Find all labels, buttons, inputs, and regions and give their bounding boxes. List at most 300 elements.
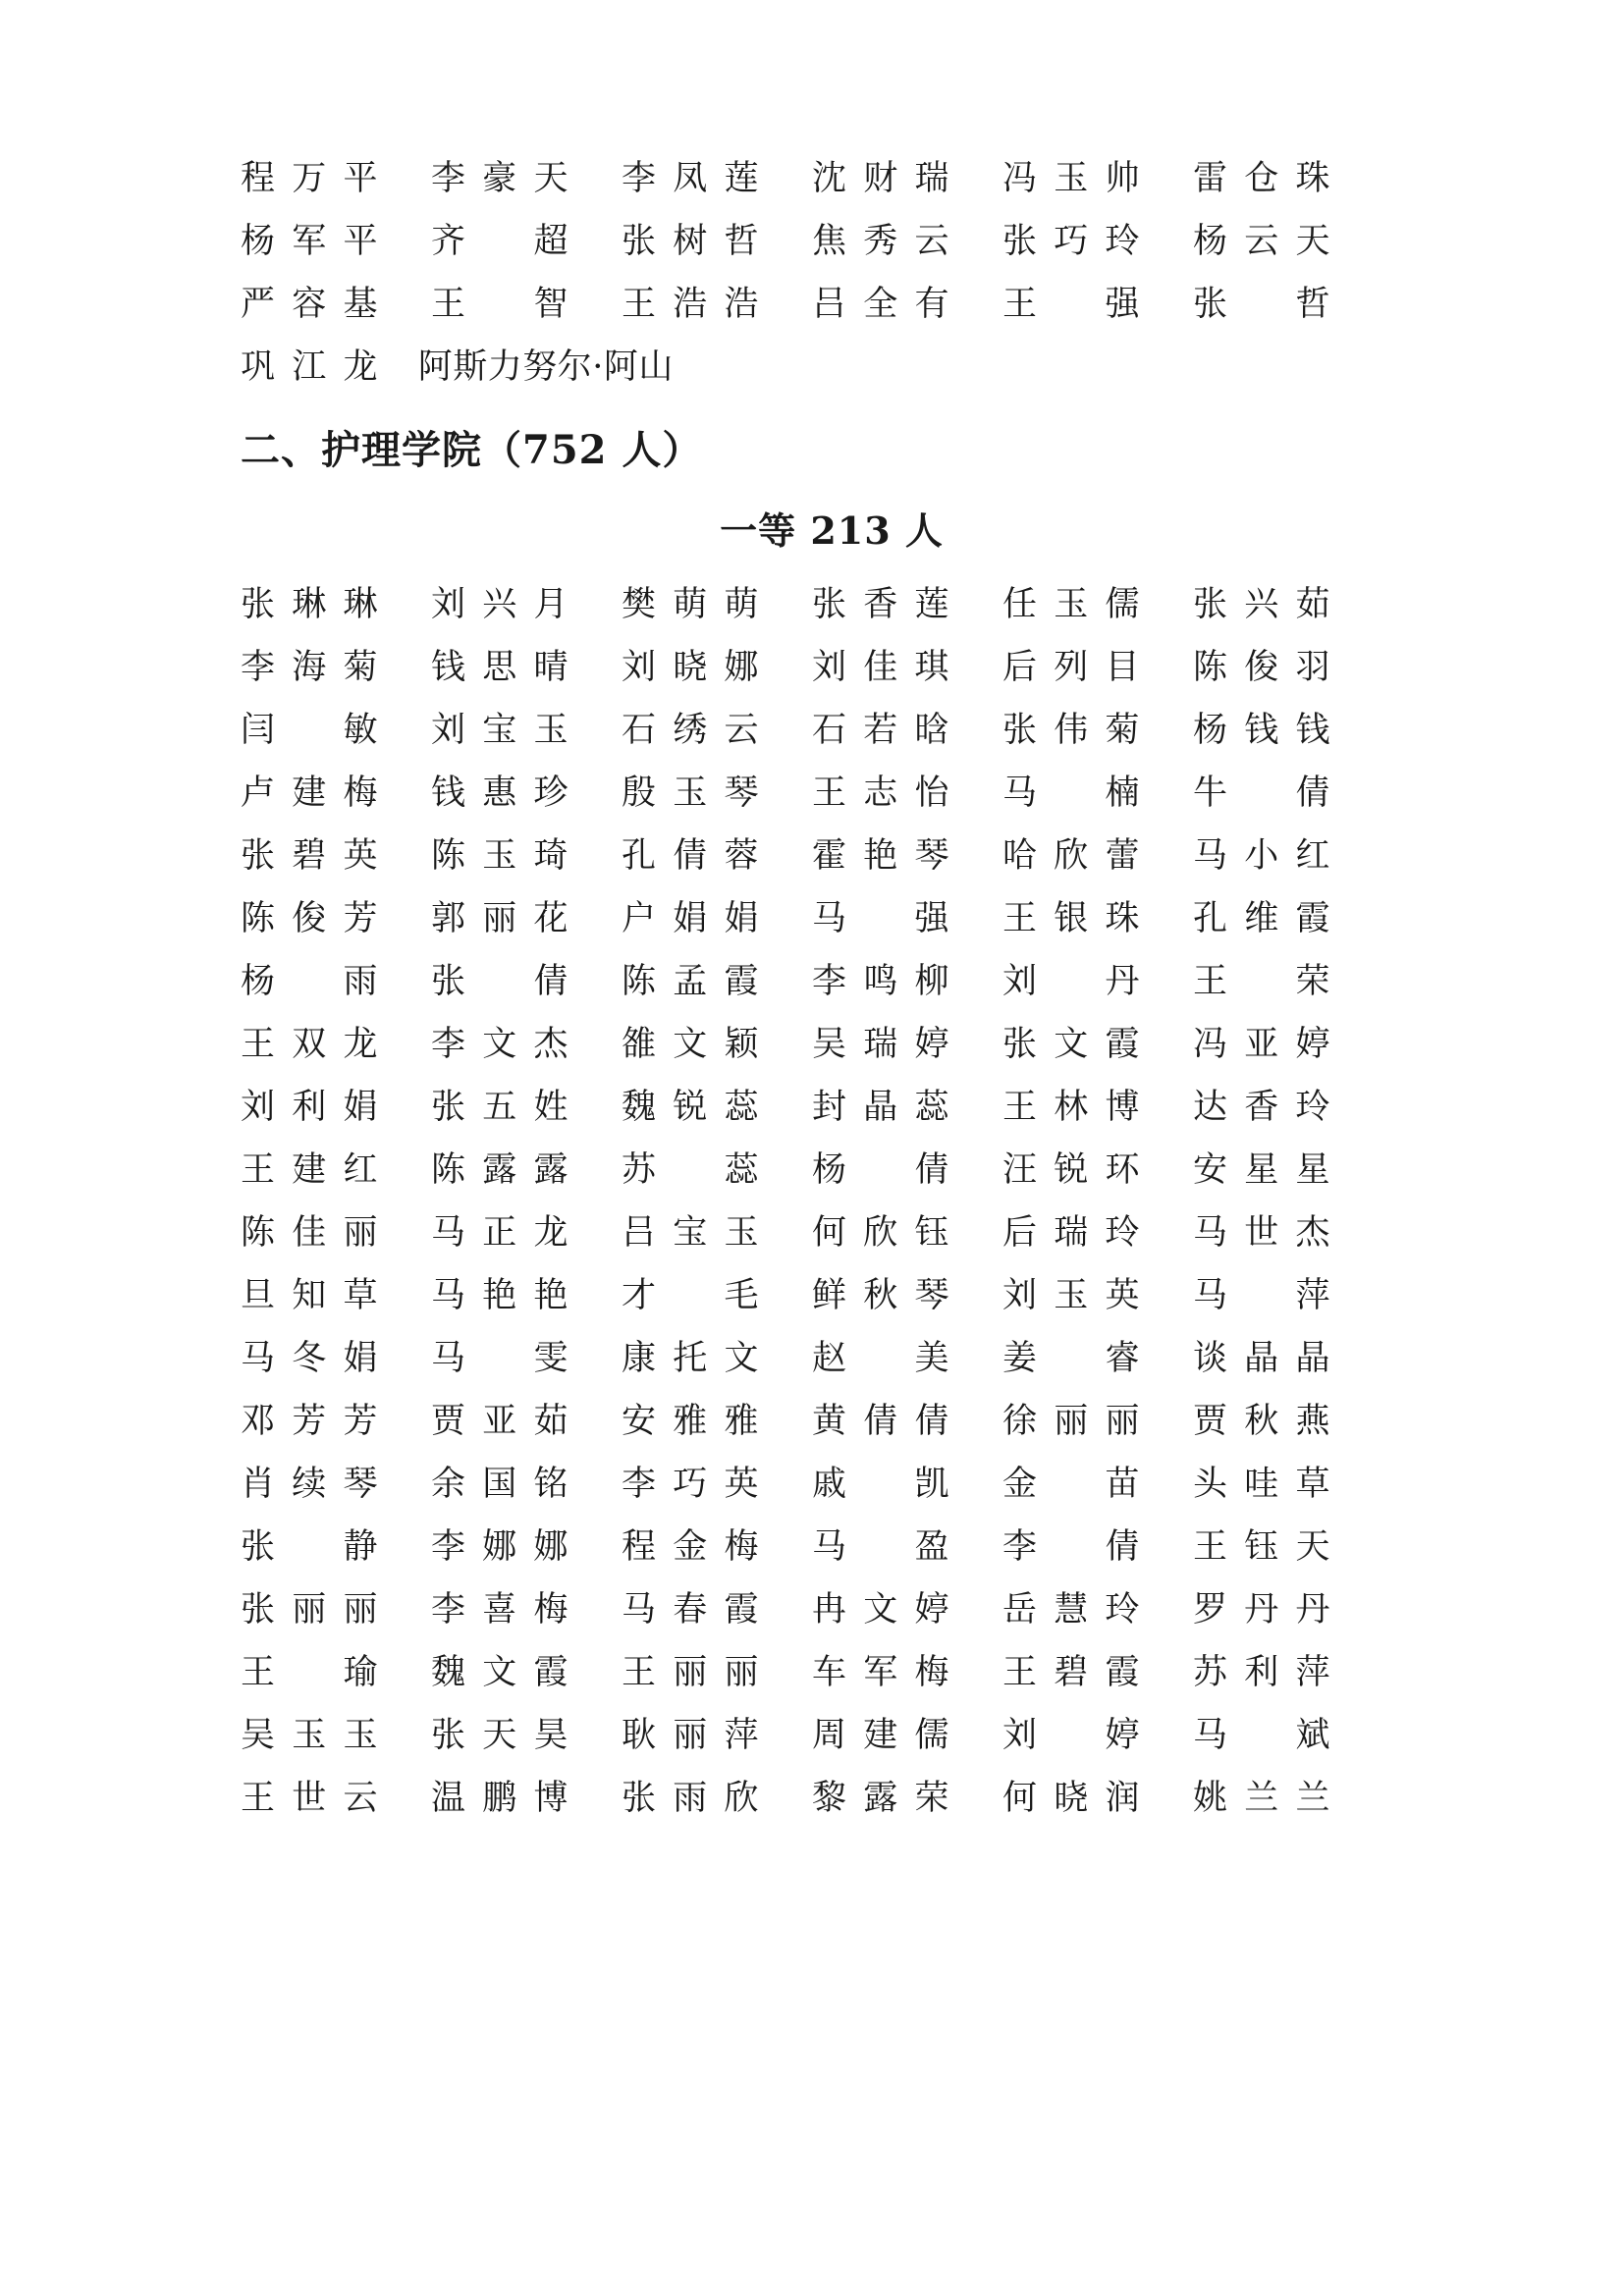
student-name: 杨 雨 [241,962,378,1001]
name-cell [1193,1076,1383,1139]
name-cell [431,1013,622,1076]
student-name: 王 荣 [1193,962,1330,1001]
student-name: 张香莲 [812,585,949,624]
name-row [241,1704,1383,1767]
student-name: 王碧霞 [1002,1653,1140,1692]
student-name: 刘兴月 [431,585,568,624]
student-name: 张兴茹 [1193,585,1330,624]
student-name: 何晓润 [1002,1779,1140,1818]
name-cell [622,762,812,825]
student-name: 樊萌萌 [622,585,759,624]
name-cell [1193,887,1383,950]
student-name: 石若晗 [812,711,949,750]
name-row [241,210,1383,273]
name-cell [418,336,674,399]
name-cell [812,1641,1002,1704]
name-cell [622,887,812,950]
name-cell [812,1201,1002,1264]
student-name: 石绣云 [622,711,759,750]
student-name: 马 雯 [431,1339,568,1378]
name-cell [812,1390,1002,1453]
name-row [241,1264,1383,1327]
name-cell [622,1139,812,1201]
name-cell [812,950,1002,1013]
name-row [241,1139,1383,1201]
student-name: 严容基 [241,285,378,324]
name-cell [622,1390,812,1453]
student-name: 陈露露 [431,1150,568,1190]
name-cell [812,1453,1002,1516]
student-name: 冉文婷 [812,1590,949,1629]
student-name: 戚 凯 [812,1465,949,1504]
name-cell [431,1767,622,1830]
name-row [241,336,1383,399]
student-name: 王 强 [1002,285,1140,324]
name-cell [622,1704,812,1767]
name-cell [241,1453,431,1516]
student-name: 刘 婷 [1002,1716,1140,1755]
name-row [241,1641,1383,1704]
student-name: 孔倩蓉 [622,836,759,876]
student-name: 李巧英 [622,1465,759,1504]
name-cell [241,210,431,273]
student-name: 黄倩倩 [812,1402,949,1441]
student-name: 张 倩 [431,962,568,1001]
name-cell [241,950,431,1013]
name-list-grid [241,573,1383,1830]
student-name: 孔维霞 [1193,899,1330,938]
name-cell [812,887,1002,950]
name-cell [622,1767,812,1830]
name-cell [1002,1390,1193,1453]
name-cell [1193,147,1383,210]
student-name: 安雅雅 [622,1402,759,1441]
student-name: 李鸣柳 [812,962,949,1001]
student-name: 冯玉帅 [1002,159,1140,198]
student-name: 吴瑞婷 [812,1025,949,1064]
student-name: 苏利萍 [1193,1653,1330,1692]
student-name: 牛 倩 [1193,774,1330,813]
student-name: 姜 睿 [1002,1339,1140,1378]
name-cell [812,1516,1002,1578]
name-cell [241,1139,431,1201]
name-cell [674,336,851,399]
student-name: 赵 美 [812,1339,949,1378]
student-name: 余国铭 [431,1465,568,1504]
student-name: 雷仓珠 [1193,159,1330,198]
name-row [241,1390,1383,1453]
student-name: 杨军平 [241,222,378,261]
name-cell [241,573,431,636]
student-name: 魏锐蕊 [622,1088,759,1127]
name-cell [241,1390,431,1453]
student-name: 李凤莲 [622,159,759,198]
student-name: 杨云天 [1193,222,1330,261]
name-cell [241,1076,431,1139]
student-name: 李文杰 [431,1025,568,1064]
name-cell [1193,825,1383,887]
name-cell [431,1264,622,1327]
name-cell [1193,210,1383,273]
student-name: 张雨欣 [622,1779,759,1818]
student-name: 郭丽花 [431,899,568,938]
name-cell [1028,336,1206,399]
student-name: 肖续琴 [241,1465,378,1504]
name-row [241,636,1383,699]
student-name: 罗丹丹 [1193,1590,1330,1629]
name-cell [622,1327,812,1390]
name-cell [812,762,1002,825]
name-cell [812,1578,1002,1641]
name-cell [812,573,1002,636]
student-name: 旦知草 [241,1276,378,1315]
student-name: 霍艳琴 [812,836,949,876]
name-cell [622,273,812,336]
name-cell [1002,573,1193,636]
name-cell [241,699,431,762]
student-name: 阿斯力努尔·阿山 [417,347,674,387]
student-name: 王浩浩 [622,285,759,324]
name-cell [622,1264,812,1327]
name-cell [1002,1201,1193,1264]
name-cell [622,1013,812,1076]
student-name: 钱惠珍 [431,774,568,813]
name-row [241,573,1383,636]
name-cell [622,950,812,1013]
name-cell [431,825,622,887]
name-cell [1002,273,1193,336]
name-cell [431,210,622,273]
student-name: 张文霞 [1002,1025,1140,1064]
student-name: 齐 超 [431,222,568,261]
name-cell [812,273,1002,336]
name-cell [1193,573,1383,636]
student-name: 谈晶晶 [1193,1339,1330,1378]
name-cell [431,1201,622,1264]
name-cell [431,273,622,336]
name-cell [431,1516,622,1578]
name-cell [1193,1767,1383,1830]
name-cell [1002,1139,1193,1201]
name-cell [1002,1516,1193,1578]
student-name: 闫 敏 [241,711,378,750]
student-name: 王双龙 [241,1025,378,1064]
name-cell [431,887,622,950]
name-cell [1193,1704,1383,1767]
name-cell [241,1201,431,1264]
student-name: 王 瑜 [241,1653,378,1692]
name-cell [431,636,622,699]
student-name: 王志怡 [812,774,949,813]
name-cell [431,1578,622,1641]
student-name: 头哇草 [1193,1465,1330,1504]
name-cell [812,1076,1002,1139]
name-cell [1002,1704,1193,1767]
name-cell [851,336,1029,399]
name-cell [812,210,1002,273]
sub-heading-first-class: 一等 213 人 [720,508,944,553]
name-cell [1193,1578,1383,1641]
name-row [241,699,1383,762]
student-name: 车军梅 [812,1653,949,1692]
student-name: 陈玉琦 [431,836,568,876]
name-row [241,1327,1383,1390]
student-name: 陈佳丽 [241,1213,378,1253]
student-name: 马春霞 [622,1590,759,1629]
student-name: 姚兰兰 [1193,1779,1330,1818]
name-cell [1002,825,1193,887]
name-cell [1002,1327,1193,1390]
name-cell [1002,147,1193,210]
student-name: 程金梅 [622,1527,759,1567]
name-row [241,825,1383,887]
student-name: 康托文 [622,1339,759,1378]
student-name: 杨 倩 [812,1150,949,1190]
student-name: 李豪天 [431,159,568,198]
name-cell [812,1327,1002,1390]
name-row [241,1453,1383,1516]
name-cell [431,950,622,1013]
name-cell [241,762,431,825]
name-cell [1193,950,1383,1013]
name-cell [1193,1327,1383,1390]
student-name: 杨钱钱 [1193,711,1330,750]
name-cell [1193,1139,1383,1201]
student-name: 卢建梅 [241,774,378,813]
name-cell [812,147,1002,210]
student-name: 张伟菊 [1002,711,1140,750]
student-name: 巩江龙 [241,347,378,387]
name-row [241,1201,1383,1264]
student-name: 任玉儒 [1002,585,1140,624]
student-name: 耿丽萍 [622,1716,759,1755]
name-cell [812,636,1002,699]
student-name: 何欣钰 [812,1213,949,1253]
student-name: 才 毛 [622,1276,759,1315]
student-name: 马 楠 [1002,774,1140,813]
student-name: 马 强 [812,899,949,938]
student-name: 刘佳琪 [812,648,949,687]
student-name: 马 萍 [1193,1276,1330,1315]
name-cell [622,1641,812,1704]
name-cell [622,573,812,636]
name-row [241,273,1383,336]
student-name: 张五姓 [431,1088,568,1127]
name-cell [431,1076,622,1139]
name-cell [241,825,431,887]
student-name: 张巧玲 [1002,222,1140,261]
name-cell [431,573,622,636]
student-name: 鲜秋琴 [812,1276,949,1315]
student-name: 金 苗 [1002,1465,1140,1504]
name-cell [431,147,622,210]
name-cell [1002,887,1193,950]
student-name: 王 智 [431,285,568,324]
student-name: 陈俊芳 [241,899,378,938]
name-cell [431,699,622,762]
student-name: 李娜娜 [431,1527,568,1567]
name-cell [1002,1264,1193,1327]
student-name: 殷玉琴 [622,774,759,813]
name-cell [431,1453,622,1516]
name-cell [241,1327,431,1390]
student-name: 徐丽丽 [1002,1402,1140,1441]
name-cell [1002,1578,1193,1641]
student-name: 后列目 [1002,648,1140,687]
name-row [241,1013,1383,1076]
name-cell [812,1264,1002,1327]
student-name: 周建儒 [812,1716,949,1755]
name-cell [812,1139,1002,1201]
name-cell [1193,1201,1383,1264]
name-cell [431,1139,622,1201]
name-cell [1193,762,1383,825]
name-cell [1002,210,1193,273]
student-name: 王银珠 [1002,899,1140,938]
name-cell [1193,699,1383,762]
student-name: 马正龙 [431,1213,568,1253]
student-name: 户娟娟 [622,899,759,938]
student-name: 李 倩 [1002,1527,1140,1567]
name-cell [241,147,431,210]
name-cell [241,1704,431,1767]
name-cell [812,1704,1002,1767]
student-name: 刘晓娜 [622,648,759,687]
student-name: 吕宝玉 [622,1213,759,1253]
student-name: 吴玉玉 [241,1716,378,1755]
name-row [241,1767,1383,1830]
name-row [241,147,1383,210]
name-cell [622,1201,812,1264]
name-cell [812,825,1002,887]
name-cell [1193,1013,1383,1076]
student-name: 钱思晴 [431,648,568,687]
name-row [241,1516,1383,1578]
student-name: 马 盈 [812,1527,949,1567]
name-row [241,887,1383,950]
name-cell [241,1264,431,1327]
name-cell [622,1578,812,1641]
student-name: 刘利娟 [241,1088,378,1127]
student-name: 程万平 [241,159,378,198]
name-cell [1193,1453,1383,1516]
name-cell [1193,273,1383,336]
name-cell [431,1327,622,1390]
name-cell [241,336,418,399]
student-name: 张 静 [241,1527,378,1567]
student-name: 马小红 [1193,836,1330,876]
student-name: 黎露荣 [812,1779,949,1818]
name-cell [1002,1013,1193,1076]
student-name: 沈财瑞 [812,159,949,198]
student-name: 马 斌 [1193,1716,1330,1755]
student-name: 贾亚茹 [431,1402,568,1441]
name-cell [1193,1264,1383,1327]
name-cell [1002,636,1193,699]
student-name: 李海菊 [241,648,378,687]
student-name: 陈俊羽 [1193,648,1330,687]
name-cell [1193,1390,1383,1453]
student-name: 马世杰 [1193,1213,1330,1253]
name-cell [241,636,431,699]
name-row [241,1578,1383,1641]
student-name: 魏文霞 [431,1653,568,1692]
student-name: 吕全有 [812,285,949,324]
name-cell [241,1767,431,1830]
student-name: 焦秀云 [812,222,949,261]
student-name: 张丽丽 [241,1590,378,1629]
student-name: 邓芳芳 [241,1402,378,1441]
student-name: 王建红 [241,1150,378,1190]
name-cell [241,273,431,336]
name-cell [622,147,812,210]
name-cell [1002,1641,1193,1704]
name-cell [1193,1641,1383,1704]
name-cell [1002,1767,1193,1830]
name-cell [622,210,812,273]
student-name: 雒文颖 [622,1025,759,1064]
name-cell [812,699,1002,762]
name-row [241,950,1383,1013]
student-name: 安星星 [1193,1150,1330,1190]
student-name: 汪锐环 [1002,1150,1140,1190]
name-cell [1206,336,1383,399]
student-name: 张天昊 [431,1716,568,1755]
student-name: 达香玲 [1193,1088,1330,1127]
student-name: 李喜梅 [431,1590,568,1629]
student-name: 马艳艳 [431,1276,568,1315]
name-cell [622,1516,812,1578]
name-cell [622,825,812,887]
name-cell [1193,1516,1383,1578]
student-name: 温鹏博 [431,1779,568,1818]
student-name: 后瑞玲 [1002,1213,1140,1253]
name-cell [622,1076,812,1139]
name-cell [431,1641,622,1704]
student-name: 王林博 [1002,1088,1140,1127]
student-name: 王丽丽 [622,1653,759,1692]
student-name: 刘玉英 [1002,1276,1140,1315]
student-name: 贾秋燕 [1193,1402,1330,1441]
name-cell [1193,636,1383,699]
name-cell [241,1641,431,1704]
student-name: 封晶蕊 [812,1088,949,1127]
name-cell [431,762,622,825]
student-name: 苏 蕊 [622,1150,759,1190]
name-row [241,762,1383,825]
name-cell [241,1516,431,1578]
section-heading: 二、护理学院（752 人） [241,427,703,473]
name-cell [241,1013,431,1076]
name-cell [1002,950,1193,1013]
name-cell [241,1578,431,1641]
name-cell [241,887,431,950]
name-cell [622,636,812,699]
student-name: 张 哲 [1193,285,1330,324]
name-cell [622,1453,812,1516]
name-cell [431,1704,622,1767]
student-name: 张树哲 [622,222,759,261]
student-name: 冯亚婷 [1193,1025,1330,1064]
student-name: 岳慧玲 [1002,1590,1140,1629]
student-name: 张琳琳 [241,585,378,624]
student-name: 王钰天 [1193,1527,1330,1567]
student-name: 刘宝玉 [431,711,568,750]
name-cell [1002,699,1193,762]
name-cell [1002,762,1193,825]
name-cell [812,1013,1002,1076]
continued-name-block [241,147,1383,399]
